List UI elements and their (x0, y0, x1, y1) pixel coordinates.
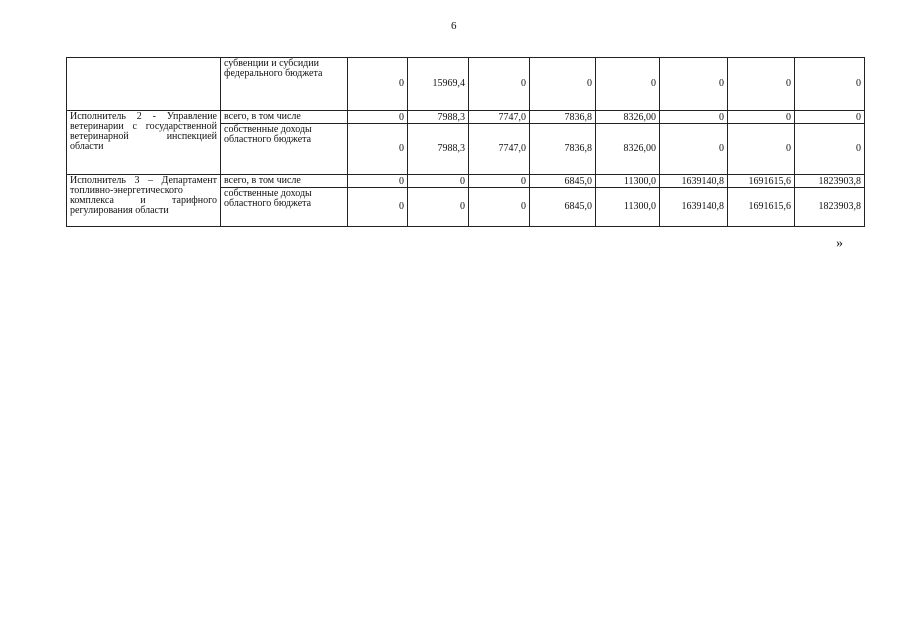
closing-quote: » (836, 236, 843, 251)
value-cell: 0 (795, 111, 865, 124)
funding-source-cell: всего, в том числе (221, 111, 348, 124)
budget-table (66, 57, 865, 227)
value-cell: 7988,3 (408, 111, 469, 124)
funding-source-cell: всего, в том числе (221, 175, 348, 188)
value-cell: 0 (728, 58, 795, 111)
value-cell: 7836,8 (530, 111, 596, 124)
value-cell: 8326,00 (596, 124, 660, 175)
value-cell: 0 (408, 175, 469, 188)
value-cell: 7747,0 (469, 124, 530, 175)
value-cell: 6845,0 (530, 175, 596, 188)
value-cell: 0 (660, 111, 728, 124)
table-row (67, 111, 865, 124)
funding-source-cell: субвенции и субсидии федерального бюджета (221, 58, 348, 111)
value-cell: 0 (348, 188, 408, 227)
value-cell: 0 (795, 124, 865, 175)
executor-cell: Исполнитель 3 – Департамент топливно-энергетического комплекса и тарифного регулирования области (67, 175, 221, 227)
value-cell: 0 (596, 58, 660, 111)
value-cell: 1639140,8 (660, 175, 728, 188)
value-cell: 0 (530, 58, 596, 111)
table-row (67, 58, 865, 111)
executor-cell: Исполнитель 2 - Управление ветеринарии с государственной ветеринарной инспекцией области (67, 111, 221, 175)
value-cell: 1823903,8 (795, 188, 865, 227)
value-cell: 8326,00 (596, 111, 660, 124)
value-cell: 11300,0 (596, 188, 660, 227)
value-cell: 0 (660, 58, 728, 111)
value-cell: 1639140,8 (660, 188, 728, 227)
value-cell: 6845,0 (530, 188, 596, 227)
table-row (67, 175, 865, 188)
value-cell: 0 (408, 188, 469, 227)
value-cell: 0 (728, 124, 795, 175)
value-cell: 0 (795, 58, 865, 111)
value-cell: 15969,4 (408, 58, 469, 111)
value-cell: 0 (348, 124, 408, 175)
value-cell: 0 (348, 111, 408, 124)
value-cell: 11300,0 (596, 175, 660, 188)
value-cell: 0 (348, 58, 408, 111)
value-cell: 7836,8 (530, 124, 596, 175)
funding-source-cell: собственные доходы областного бюджета (221, 124, 348, 175)
page-number: 6 (451, 20, 457, 32)
value-cell: 0 (469, 175, 530, 188)
value-cell: 0 (660, 124, 728, 175)
value-cell: 7988,3 (408, 124, 469, 175)
value-cell: 0 (348, 175, 408, 188)
value-cell: 1823903,8 (795, 175, 865, 188)
funding-source-cell: собственные доходы областного бюджета (221, 188, 348, 227)
value-cell: 0 (728, 111, 795, 124)
value-cell: 0 (469, 188, 530, 227)
value-cell: 1691615,6 (728, 188, 795, 227)
value-cell: 1691615,6 (728, 175, 795, 188)
executor-cell (67, 58, 221, 111)
value-cell: 7747,0 (469, 111, 530, 124)
value-cell: 0 (469, 58, 530, 111)
